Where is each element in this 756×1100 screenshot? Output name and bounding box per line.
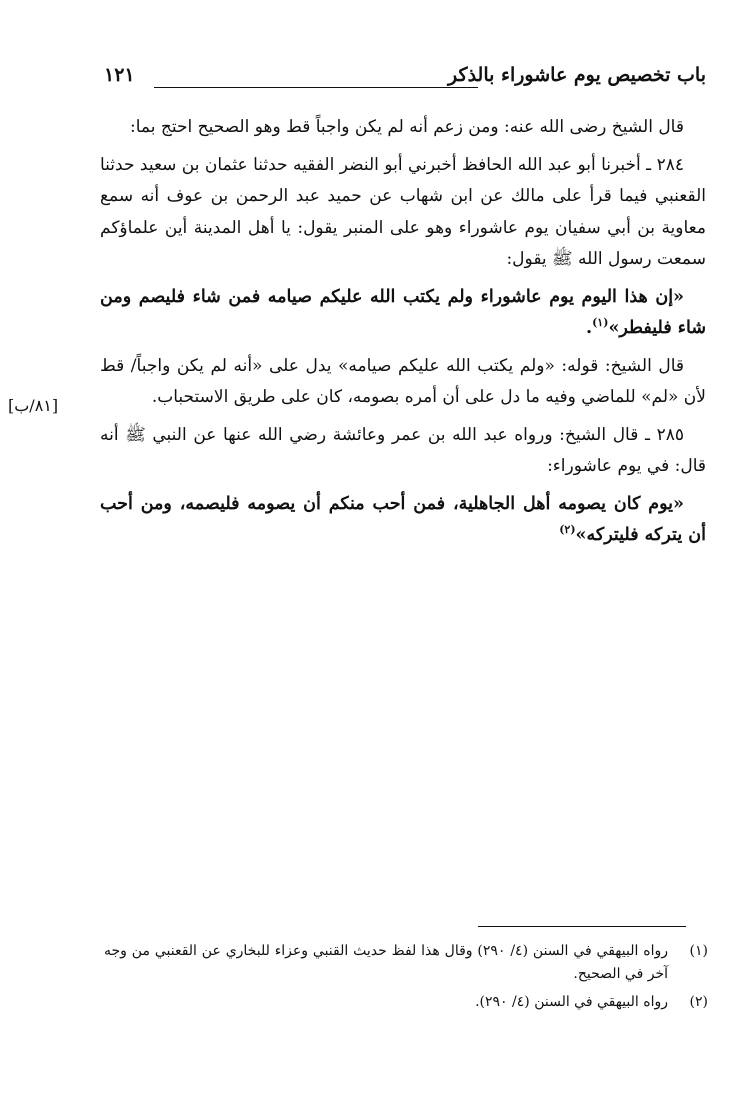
- header-rule: [154, 87, 478, 88]
- running-header: [104, 64, 706, 104]
- hadith-quote-text: «إن هذا اليوم يوم عاشوراء ولم يكتب الله عليكم صيامه فمن شاء فليصم ومن شاء فليفطر»: [100, 286, 706, 338]
- footnote-2: [104, 991, 708, 1014]
- paragraph-hadith-quote-2: [100, 489, 706, 552]
- paragraph-hadith-285: ٢٨٥ ـ قال الشيخ: ورواه عبد الله بن عمر وعائشة رضي الله عنها عن النبي ﷺ أنه قال: في يوم عاشوراء:: [100, 424, 706, 476]
- chapter-title: باب تخصيص يوم عاشوراء بالذكر: [448, 64, 706, 86]
- footnote-text: رواه البيهقي في السنن (٤/ ٢٩٠).: [475, 994, 668, 1010]
- manuscript-folio-marker: [٨١/ب]: [8, 396, 59, 415]
- footnote-separator: [478, 926, 686, 927]
- paragraph-1: قال الشيخ رضى الله عنه: ومن زعم أنه لم يكن واجباً قط وهو الصحيح احتج بما:: [129, 117, 684, 137]
- footnote-number: (٢): [689, 994, 708, 1010]
- hadith-quote-text: «يوم كان يصومه أهل الجاهلية، فمن أحب منكم أن يصومه فليصمه، ومن أحب أن يتركه فليتركه»: [100, 493, 706, 545]
- footnote-number: (١): [689, 943, 708, 959]
- page-number: ١٢١: [104, 64, 135, 86]
- footnote-1: [104, 940, 708, 986]
- footnote-ref-1: (١): [592, 316, 609, 330]
- footnote-text: رواه البيهقي في السنن (٤/ ٢٩٠) وقال هذا لفظ حديث القنبي وعزاء للبخاري عن القعنبي من وجه آخر في الصحيح.: [104, 943, 668, 982]
- paragraph-hadith-quote-1: «إن هذا اليوم يوم عاشوراء ولم يكتب الله عليكم صيامه فمن شاء فليصم ومن شاء فليفطر»$^{(١)}$.: [100, 286, 706, 338]
- paragraph-hadith-284: ٢٨٤ ـ أخبرنا أبو عبد الله الحافظ أخبرني أبو النضر الفقيه حدثنا عثمان بن سعيد حدثنا القعنبي فيما قرأ على مالك عن ابن شهاب عن حميد عبد الرحمن بن عوف أنه سمع معاوية بن أبي سفيان يوم عاشوراء وهو على المنبر يقول: يا أهل المدينة أين علماؤكم سمعت رسول الله ﷺ يقول:: [100, 154, 706, 269]
- footnote-ref-2: (٢): [559, 523, 576, 537]
- main-text: [100, 112, 706, 558]
- footnotes: [104, 940, 708, 1019]
- paragraph-commentary: قال الشيخ: قوله: «ولم يكتب الله عليكم صيامه» يدل على «أنه لم يكن واجباً/ قط لأن «لم» للماضي وفيه ما دل على أن أمره بصومه، كان على طريق الاستحباب.: [100, 355, 706, 407]
